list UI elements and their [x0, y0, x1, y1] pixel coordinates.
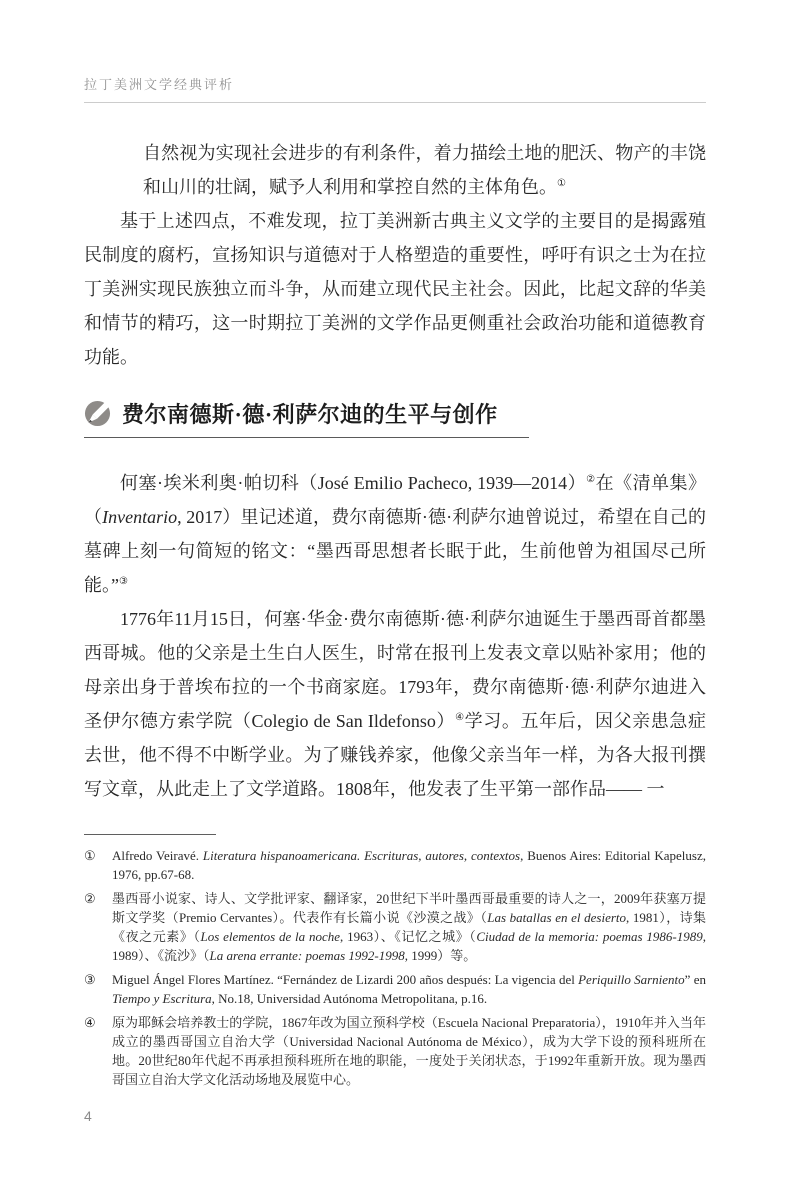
body-paragraph: 何塞·埃米利奥·帕切科（José Emilio Pacheco, 1939—2014）②在《清单集》（Inventario, 2017）里记述道，费尔南德斯·德·利萨尔迪曾说过，希望在自己的墓碑上刻一句简短的铭文：“墨西哥思想者长眠于此，生前他曾为祖国尽己所能。”③ — [84, 473, 707, 595]
footnote-marker: ③ — [84, 972, 96, 987]
running-head-rule — [84, 74, 706, 103]
footnote-text: Alfredo Veiravé. Literatura hispanoamericana. Escrituras, autores, contextos, Buenos Aires: Editorial Kapelusz, 1976, pp.67-68. — [112, 848, 706, 882]
footnotes-section — [84, 834, 706, 1089]
footnote-marker: ① — [84, 848, 96, 863]
page-number: 4 — [84, 1108, 92, 1124]
body-paragraph: 基于上述四点，不难发现，拉丁美洲新古典主义文学的主要目的是揭露殖民制度的腐朽，宣扬知识与道德对于人格塑造的重要性，呼吁有识之士为在拉丁美洲实现民族独立而斗争，从而建立现代民主社会。因此，比起文辞的华美和情节的精巧，这一时期拉丁美洲的文学作品更侧重社会政治功能和道德教育功能。 — [84, 211, 706, 367]
body-paragraph: 1776年11月15日，何塞·华金·费尔南德斯·德·利萨尔迪诞生于墨西哥首都墨西哥城。他的父亲是土生白人医生，时常在报刊上发表文章以贴补家用；他的母亲出身于普埃布拉的一个书商家庭。1793年，费尔南德斯·德·利萨尔迪进入圣伊尔德方索学院（Colegio de San Ildefonso）④学习。五年后，因父亲患急症去世，他不得不中断学业。为了赚钱养家，他像父亲当年一样，为各大报刊撰写文章，从此走上了文学道路。1808年，他发表了生平第一部作品—— 一 — [84, 609, 707, 799]
footnote-3 — [84, 970, 706, 1008]
section-heading — [84, 398, 529, 438]
running-head: 拉丁美洲文学经典评析 — [84, 77, 235, 92]
footnote-2 — [84, 889, 706, 965]
footnote-text: 原为耶稣会培养教士的学院，1867年改为国立预科学校（Escuela Nacional Preparatoria），1910年并入当年成立的墨西哥国立自治大学（Universidad Nacional Autónoma de México），成为大学下设的预科班所在地。20世纪80年代起不再承担预科班所在地的职能，一度处于关闭状态，于1992年重新开放。现为墨西哥国立自治大学文化活动场地及展览中心。 — [112, 1015, 706, 1087]
section-title: 费尔南德斯·德·利萨尔迪的生平与创作 — [122, 402, 498, 427]
footnote-separator-rule — [84, 834, 216, 835]
quoted-extract-paragraph: 自然视为实现社会进步的有利条件，着力描绘土地的肥沃、物产的丰饶和山川的壮阔，赋予人利用和掌控自然的主体角色。① — [143, 143, 706, 197]
footnote-marker: ② — [84, 891, 96, 906]
footnote-text: Miguel Ángel Flores Martínez. “Fernández de Lizardi 200 años después: La vigencia del Periquillo Sarniento” en Tiempo y Escritura, No.18, Universidad Autónoma Metropolitana, p.16. — [112, 972, 706, 1006]
page-body — [84, 136, 706, 1089]
footnote-text: 墨西哥小说家、诗人、文学批评家、翻译家，20世纪下半叶墨西哥最重要的诗人之一，2009年获塞万提斯文学奖（Premio Cervantes）。代表作有长篇小说《沙漠之战》（Las batallas en el desierto, 1981），诗集《夜之元素》（Los elementos de la noche, 1963）、《记忆之城》（Ciudad de la memoria: poemas 1986-1989, 1989）、《流沙》（La arena errante: poemas 1992-1998, 1999）等。 — [112, 891, 706, 963]
footnote-1 — [84, 846, 706, 884]
pencil-icon — [84, 400, 111, 427]
footnote-marker: ④ — [84, 1015, 96, 1030]
footnote-4 — [84, 1013, 706, 1089]
